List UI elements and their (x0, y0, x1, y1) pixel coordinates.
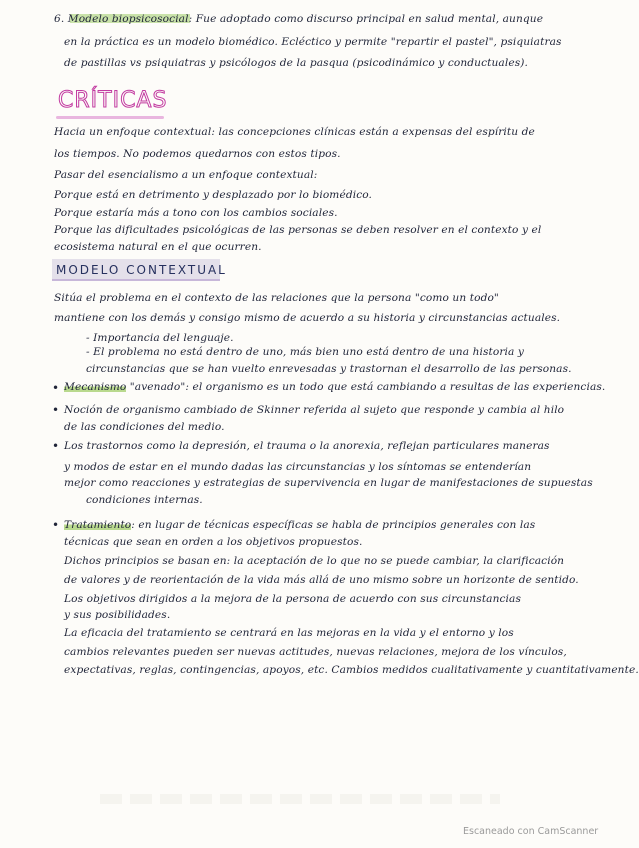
mecanismo-term: Mecanismo (64, 381, 127, 393)
note-line: Porque las dificultades psicológicas de las personas se deben resolver en el contexto y el (54, 224, 542, 236)
note-line: de pastillas vs psiquiatras y psicólogos de la pasqua (psicodinámico y conductuales). (64, 57, 528, 69)
note-line: Mecanismo "avenado": el organismo es un todo que está cambiando a resultas de las experiencias. (64, 381, 606, 393)
note-line: Sitúa el problema en el contexto de las relaciones que la persona "como un todo" (54, 292, 499, 304)
note-line: Porque está en detrimento y desplazado por lo biomédico. (54, 189, 372, 201)
bullet-point: • (52, 403, 60, 417)
note-line: - Importancia del lenguaje. (86, 332, 234, 344)
note-line: Pasar del esencialismo a un enfoque contextual: (54, 169, 318, 181)
note-line: en la práctica es un modelo biomédico. Ecléctico y permite "repartir el pastel", psiquiatras (64, 36, 562, 48)
heading-underline (56, 116, 164, 119)
note-line: mejor como reacciones y estrategias de supervivencia en lugar de manifestaciones de supuestas (64, 477, 593, 489)
note-line: técnicas que sean en orden a los objetivos propuestos. (64, 536, 363, 548)
note-line: expectativas, reglas, contingencias, apoyos, etc. Cambios medidos cualitativamente y cuantitativamente. (64, 664, 639, 676)
note-line: y modos de estar en el mundo dadas las circunstancias y los síntomas se entenderían (64, 461, 532, 473)
note-line: 6. Modelo biopsicosocial: Fue adoptado como discurso principal en salud mental, aunque (54, 13, 544, 25)
note-line: Los trastornos como la depresión, el trauma o la anorexia, reflejan particulares maneras (64, 440, 550, 452)
modelo-contextual-heading: MODELO CONTEXTUAL (56, 263, 227, 277)
note-line: Tratamiento: en lugar de técnicas específicas se habla de principios generales con las (64, 519, 536, 531)
faint-show-through (100, 794, 500, 804)
note-line: de las condiciones del medio. (64, 421, 225, 433)
bullet-point: • (52, 381, 60, 395)
tratamiento-term: Tratamiento (64, 519, 132, 531)
note-line: Los objetivos dirigidos a la mejora de la persona de acuerdo con sus circunstancias (64, 593, 521, 605)
note-line: los tiempos. No podemos quedarnos con estos tipos. (54, 148, 341, 160)
criticas-heading: CRÍTICAS (58, 88, 168, 113)
bullet-point: • (52, 439, 60, 453)
note-line: y sus posibilidades. (64, 609, 171, 621)
note-line: Hacia un enfoque contextual: las concepciones clínicas están a expensas del espíritu de (54, 126, 535, 138)
note-line: - El problema no está dentro de uno, más bien uno está dentro de una historia y (86, 346, 524, 358)
note-line: ecosistema natural en el que ocurren. (54, 241, 262, 253)
note-line: circunstancias que se han vuelto enrevesadas y trastornan el desarrollo de las personas. (86, 363, 572, 375)
scanner-watermark: Escaneado con CamScanner (463, 826, 599, 837)
note-line: Porque estaría más a tono con los cambios sociales. (54, 207, 338, 219)
note-line: condiciones internas. (86, 494, 203, 506)
note-line: Dichos principios se basan en: la aceptación de lo que no se puede cambiar, la clarificación (64, 555, 565, 567)
note-line: mantiene con los demás y consigo mismo de acuerdo a su historia y circunstancias actuales. (54, 312, 561, 324)
note-line: cambios relevantes pueden ser nuevas actitudes, nuevas relaciones, mejora de los vínculos, (64, 646, 567, 658)
note-line: Noción de organismo cambiado de Skinner referida al sujeto que responde y cambia al hilo (64, 404, 565, 416)
note-line: La eficacia del tratamiento se centrará en las mejoras en la vida y el entorno y los (64, 627, 514, 639)
bullet-point: • (52, 518, 60, 532)
note-line: de valores y de reorientación de la vida más allá de uno mismo sobre un horizonte de sentido. (64, 574, 579, 586)
